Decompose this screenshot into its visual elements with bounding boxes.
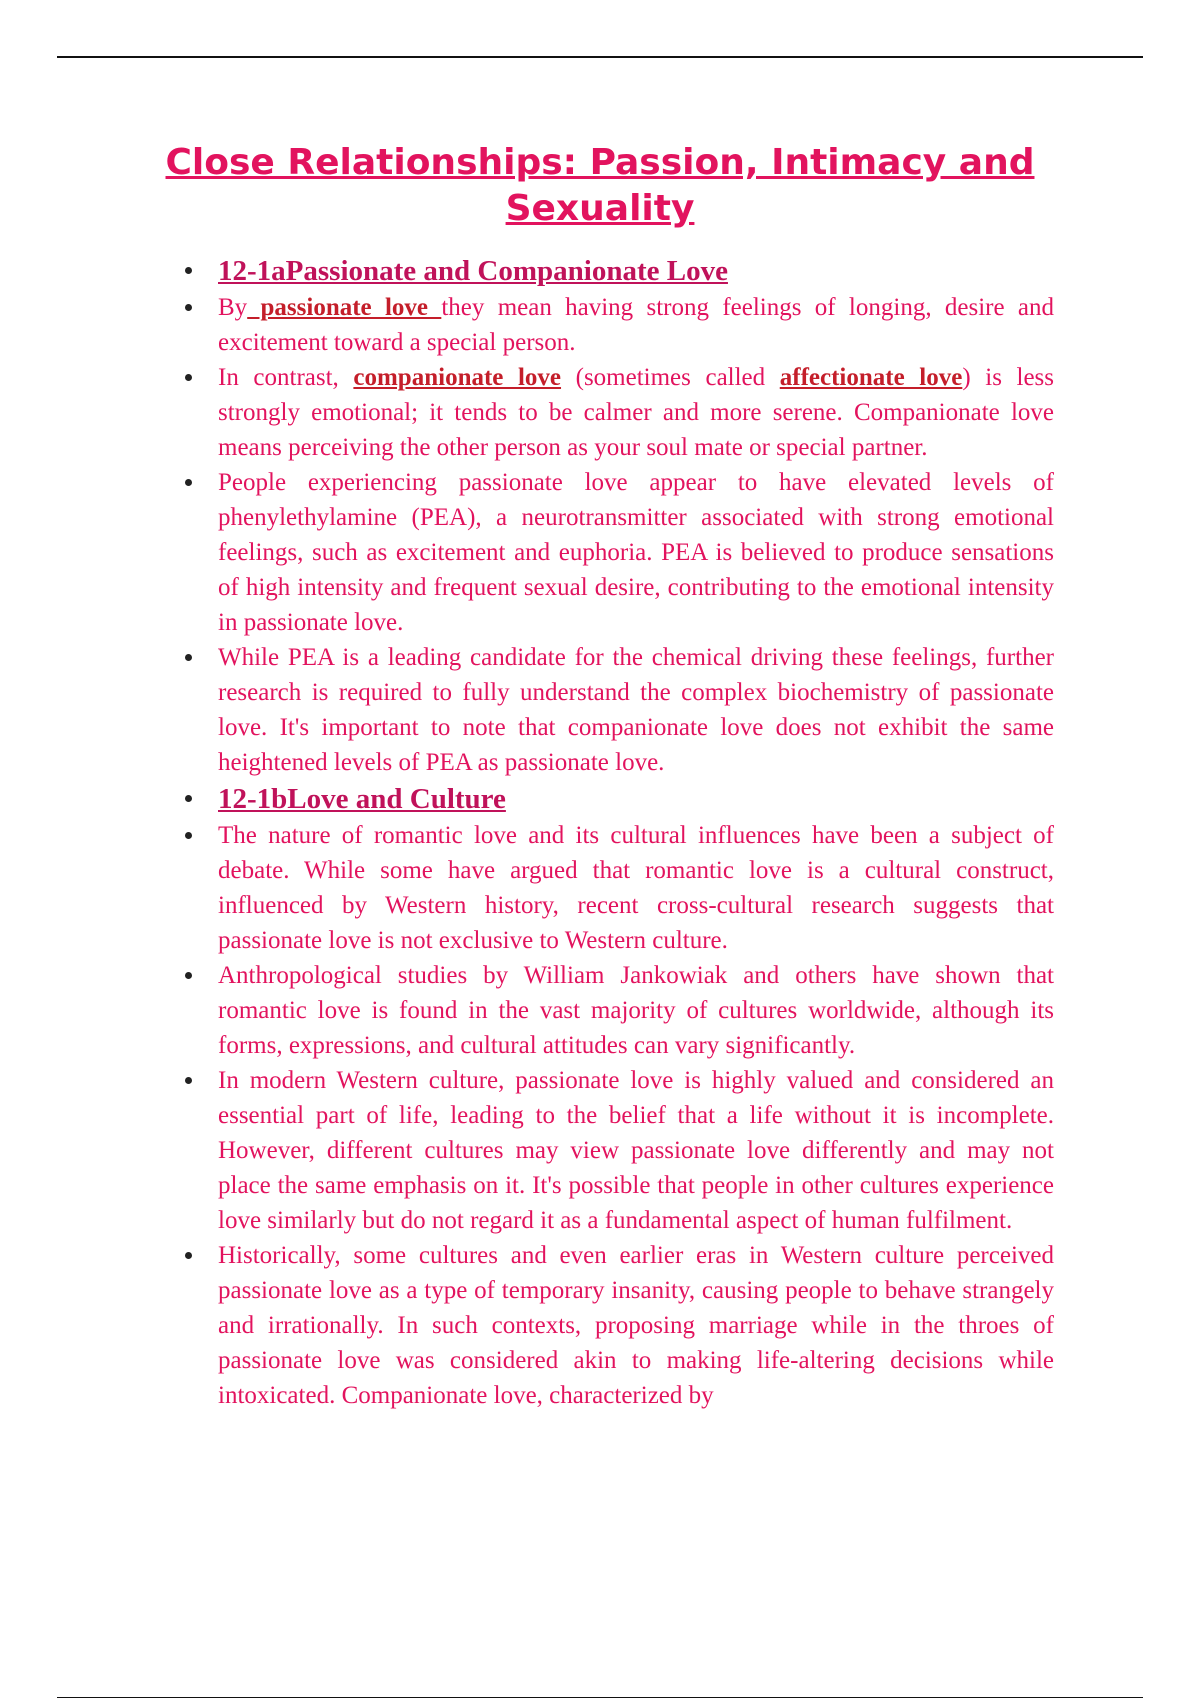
bullet-text: By xyxy=(218,294,248,321)
list-item xyxy=(218,290,1054,360)
list-item: In modern Western culture, passionate love is highly valued and considered an essential part of life, leading to the belief that a life without it is incomplete. However, different cultures may view passionate love differently and may not place the same emphasis on it. It's possible that people in other cultures experience love similarly but do not regard it as a fundamental aspect of human fulfilment. xyxy=(218,1063,1054,1238)
list-item: People experiencing passionate love appear to have elevated levels of phenylethylamine (PEA), a neurotransmitter associated with strong emotional feelings, such as excitement and euphoria. PEA is believed to produce sensations of high intensity and frequent sexual desire, contributing to the emotional intensity in passionate love. xyxy=(218,465,1054,640)
section-heading: 12-1aPassionate and Companionate Love xyxy=(218,252,1054,290)
list-item: While PEA is a leading candidate for the chemical driving these feelings, further research is required to fully understand the complex biochemistry of passionate love. It's important to note that companionate love does not exhibit the same heightened levels of PEA as passionate love. xyxy=(218,640,1054,780)
list-item xyxy=(218,360,1054,465)
term-passionate-love: passionate love xyxy=(247,294,442,321)
term-companionate-love: companionate love xyxy=(353,364,562,391)
bullet-list xyxy=(218,252,1054,1413)
section-heading: 12-1bLove and Culture xyxy=(218,780,1054,818)
bullet-text: they mean having strong feelings of longing, desire and excitement toward a special person. xyxy=(218,294,1054,356)
top-rule xyxy=(57,56,1143,58)
page-title: Close Relationships: Passion, Intimacy and Sexuality xyxy=(165,142,1035,229)
bullet-text: (sometimes called xyxy=(561,364,780,391)
term-affectionate-love: affectionate love xyxy=(779,364,963,391)
bullet-text: ) is less strongly emotional; it tends to be calmer and more serene. Companionate love means perceiving the other person as your soul mate or special partner. xyxy=(218,364,1055,461)
bullet-text: In contrast, xyxy=(218,364,354,391)
bottom-rule xyxy=(57,1697,1143,1698)
list-item: The nature of romantic love and its cultural influences have been a subject of debate. While some have argued that romantic love is a cultural construct, influenced by Western history, recent cross-cultural research suggests that passionate love is not exclusive to Western culture. xyxy=(218,818,1054,958)
list-item: Anthropological studies by William Jankowiak and others have shown that romantic love is found in the vast majority of cultures worldwide, although its forms, expressions, and cultural attitudes can vary significantly. xyxy=(218,958,1054,1063)
list-item: Historically, some cultures and even earlier eras in Western culture perceived passionate love as a type of temporary insanity, causing people to behave strangely and irrationally. In such contexts, proposing marriage while in the throes of passionate love was considered akin to making life-altering decisions while intoxicated. Companionate love, characterized by xyxy=(218,1238,1054,1413)
